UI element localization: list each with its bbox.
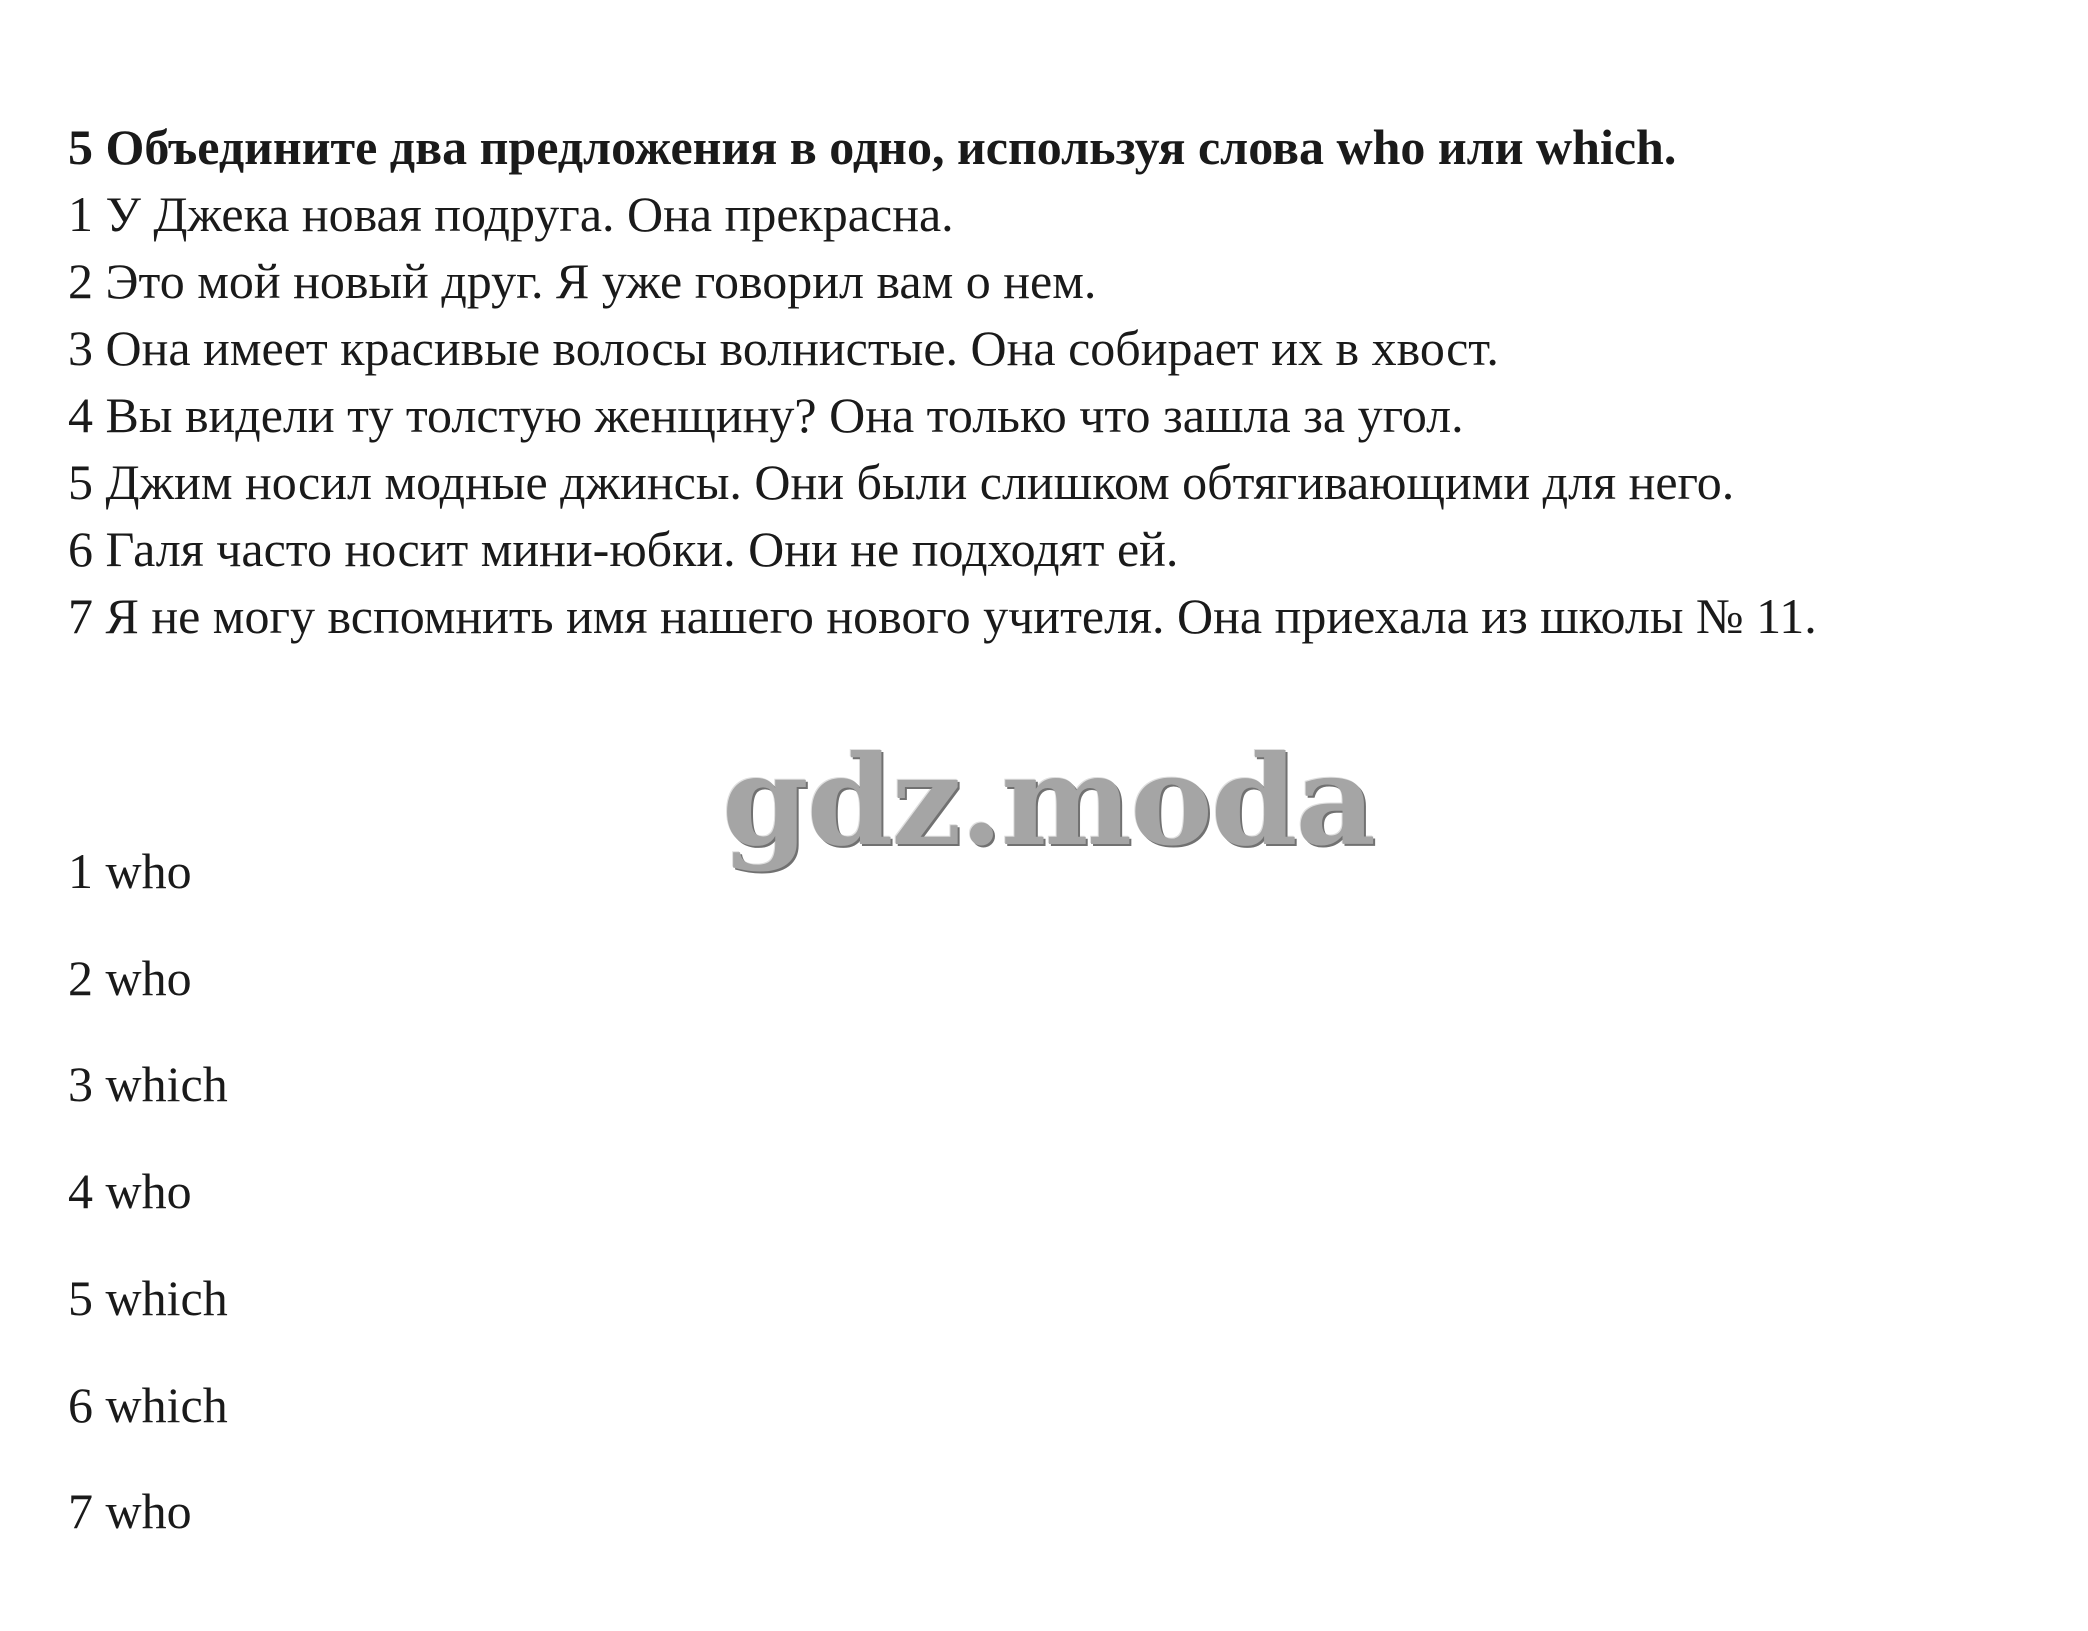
sentence-6: 6 Галя часто носит мини-юбки. Они не подходят ей. (68, 521, 1179, 577)
answer-6: 6 which (68, 1376, 228, 1433)
answer-3: 3 which (68, 1056, 228, 1113)
sentence-2: 2 Это мой новый друг. Я уже говорил вам о нем. (68, 253, 1097, 309)
sentence-5: 5 Джим носил модные джинсы. Они были слишком обтягивающими для него. (68, 454, 1735, 510)
sentence-4: 4 Вы видели ту толстую женщину? Она только что зашла за угол. (68, 387, 1464, 443)
task-title: 5 Объедините два предложения в одно, используя слова who или which. (68, 119, 1677, 175)
sentence-3: 3 Она имеет красивые волосы волнистые. Она собирает их в хвост. (68, 320, 1499, 376)
sentence-list (68, 181, 2008, 650)
answer-list (68, 818, 228, 1565)
answer-2: 2 who (68, 949, 192, 1006)
watermark-logo: gdz.moda (722, 729, 1374, 874)
sentence-1: 1 У Джека новая подруга. Она прекрасна. (68, 186, 954, 242)
answer-5: 5 which (68, 1269, 228, 1326)
sentence-7: 7 Я не могу вспомнить имя нашего нового учителя. Она приехала из школы № 11. (68, 588, 1817, 644)
answer-7: 7 who (68, 1483, 192, 1540)
answer-1: 1 who (68, 843, 192, 899)
answer-4: 4 who (68, 1163, 192, 1220)
